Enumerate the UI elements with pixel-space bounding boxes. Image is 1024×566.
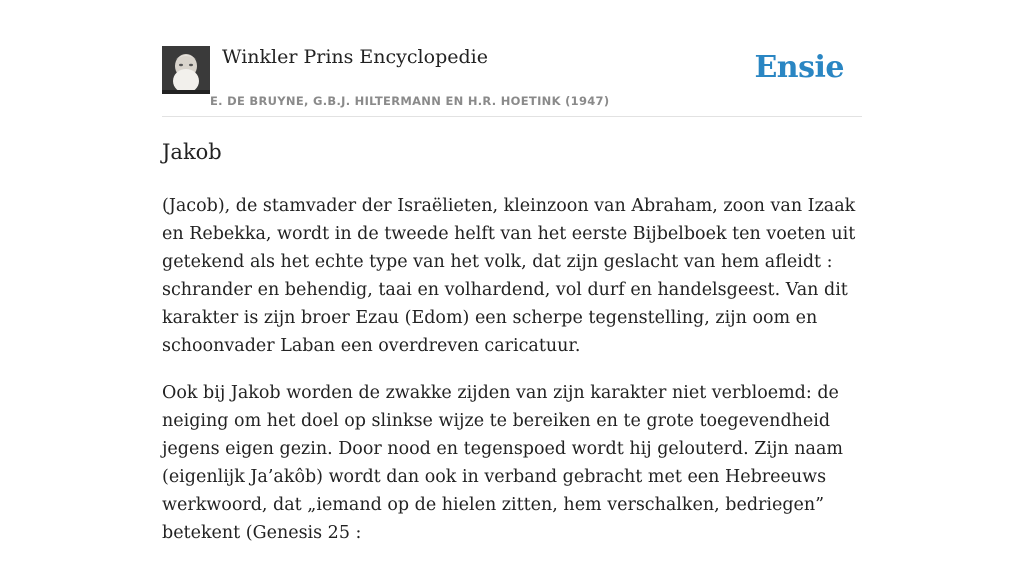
source-header <box>162 0 862 117</box>
page-container <box>162 0 862 543</box>
entry-paragraph: Ook bij Jakob worden de zwakke zijden van zijn karakter niet verbloemd: de neiging om het doel op slinkse wijze te bereiken en te grote toegevendheid jegens eigen gezin. Door nood en tegenspoed wordt hij gelouterd. Zijn naam (eigenlijk Ja’akôb) wordt dan ook in verband gebracht met een Hebreeuws werkwoord, dat „iemand op de hielen zitten, hem verschalken, bedriegen” betekent (Genesis 25 : <box>162 383 843 543</box>
portrait-icon <box>162 46 210 94</box>
entry-paragraph: (Jacob), de stamvader der Israëlieten, kleinzoon van Abraham, zoon van Izaak en Rebekka, wordt in de tweede helft van het eerste Bijbelboek ten voeten uit getekend als het echte type van het volk, dat zijn geslacht van hem afleidt : schrander en behendig, taai en volhardend, vol durf en handelsgeest. Van dit karakter is zijn broer Ezau (Edom) een scherpe tegenstelling, zijn oom en schoonvader Laban een overdreven caricatuur. <box>162 196 856 356</box>
entry-body <box>162 192 862 566</box>
author-avatar[interactable] <box>162 46 210 94</box>
source-title[interactable]: Winkler Prins Encyclopedie <box>222 46 488 68</box>
source-authors: E. DE BRUYNE, G.B.J. HILTERMANN EN H.R. HOETINK (1947) <box>210 94 610 108</box>
entry-title: Jakob <box>162 140 222 164</box>
ensie-logo-link[interactable]: Ensie <box>754 50 844 85</box>
